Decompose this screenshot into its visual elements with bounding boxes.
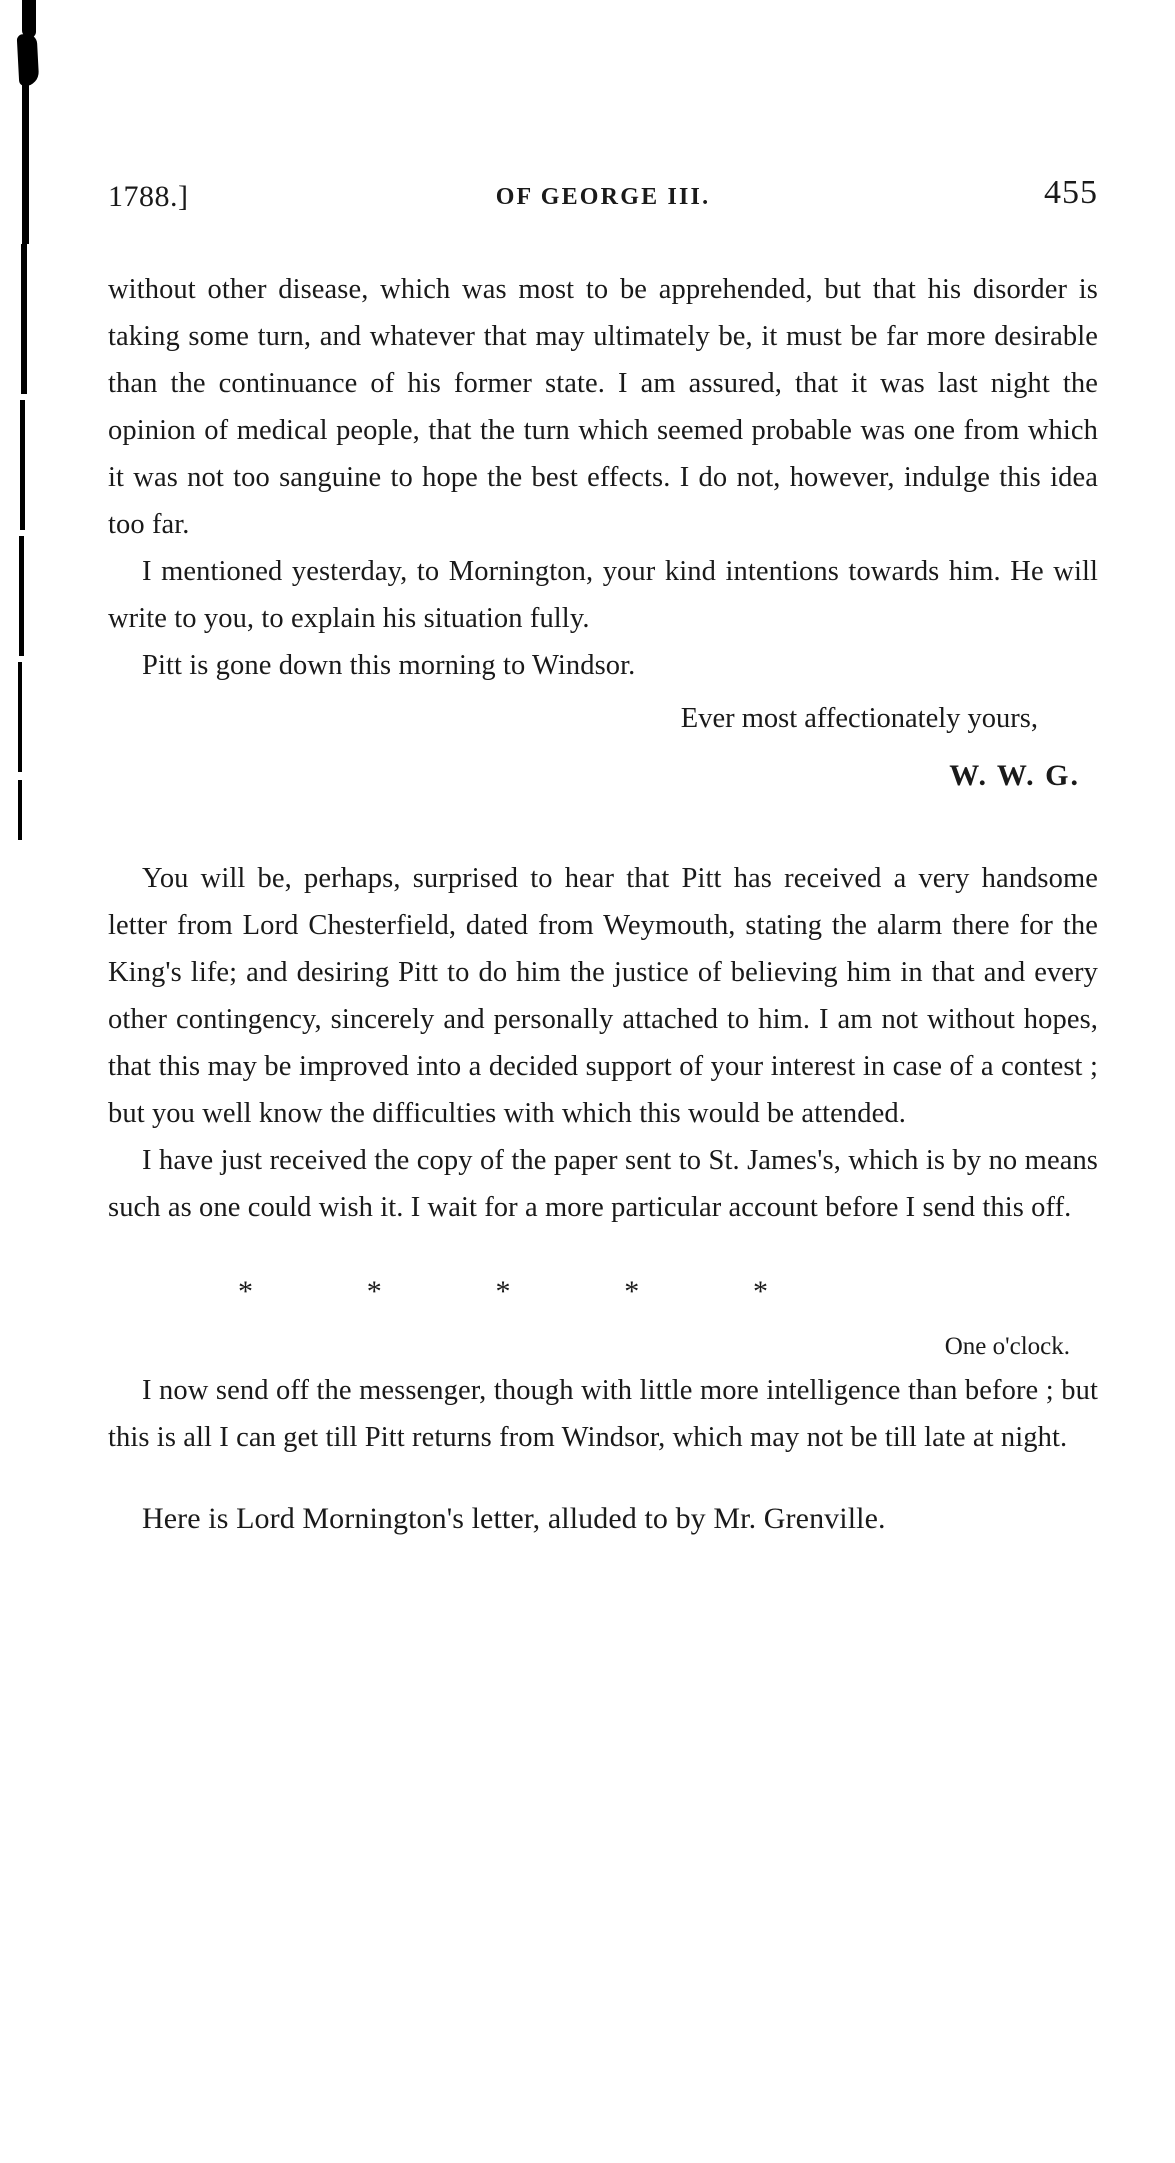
scan-edge-segment xyxy=(19,536,24,656)
asterisk: * xyxy=(238,1275,253,1308)
letter-signature: W. W. G. xyxy=(949,759,1080,792)
running-title: OF GEORGE III. xyxy=(495,184,711,210)
asterisk: * xyxy=(366,1275,382,1308)
asterisk: * xyxy=(753,1275,768,1308)
page-content xyxy=(108,170,1098,1543)
paragraph-editor-note: Here is Lord Mornington's letter, alluded to by Mr. Grenville. xyxy=(142,1502,886,1535)
scan-edge-segment xyxy=(22,84,29,244)
scan-edge-segment xyxy=(17,34,40,87)
page-number: 455 xyxy=(1044,174,1098,211)
editorial-note xyxy=(108,1495,1098,1543)
scan-edge-segment xyxy=(22,0,36,38)
scan-edge-segment xyxy=(18,780,22,840)
paragraph-mornington: I mentioned yesterday, to Mornington, your kind intentions towards him. He will write to you, to explain his situation fully. xyxy=(108,556,1098,634)
asterisk-separator xyxy=(238,1275,768,1309)
scan-edge-segment xyxy=(18,662,22,772)
asterisk: * xyxy=(624,1275,640,1308)
running-head xyxy=(108,170,1098,230)
letter-closing: Ever most affectionately yours, xyxy=(680,703,1038,734)
scan-binding-edge xyxy=(0,0,48,2163)
year-marker: 1788.] xyxy=(108,180,189,213)
scan-edge-segment xyxy=(20,400,25,530)
paragraph-chesterfield: You will be, perhaps, surprised to hear that Pitt has received a very handsome letter from Lord Chesterfield, dated from Weymouth, stating the alarm there for the King's life; and desiring Pitt to do him the justice of believing him in that and every other contingency, sincerely and personally attached to him. I am not without hopes, that this may be improved into a decided support of your interest in case of a contest ; but you well know the difficulties with which this would be attended. xyxy=(108,863,1098,1129)
time-note: One o'clock. xyxy=(944,1333,1070,1360)
scan-edge-segment xyxy=(21,244,27,394)
asterisk: * xyxy=(495,1275,511,1308)
paragraph-pitt-windsor: Pitt is gone down this morning to Windsor. xyxy=(142,650,636,681)
spacer xyxy=(108,799,1098,855)
spacer xyxy=(108,1461,1098,1495)
paragraph-continued: without other disease, which was most to be apprehended, but that his disorder is taking some turn, and whatever that may ultimately be, it must be far more desirable than the continuance of his former state. I am assured, that it was last night the opinion of medical people, that the turn which seemed probable was one from which it was not too sanguine to hope the best effects. I do not, however, indulge this idea too far. xyxy=(108,274,1098,540)
body-text xyxy=(108,266,1098,1543)
paragraph-st-jamess: I have just received the copy of the paper sent to St. James's, which is by no means such as one could wish it. I wait for a more particular account before I send this off. xyxy=(108,1145,1098,1223)
paragraph-messenger: I now send off the messenger, though with little more intelligence than before ; but this is all I can get till Pitt returns from Windsor, which may not be till late at night. xyxy=(108,1375,1098,1453)
